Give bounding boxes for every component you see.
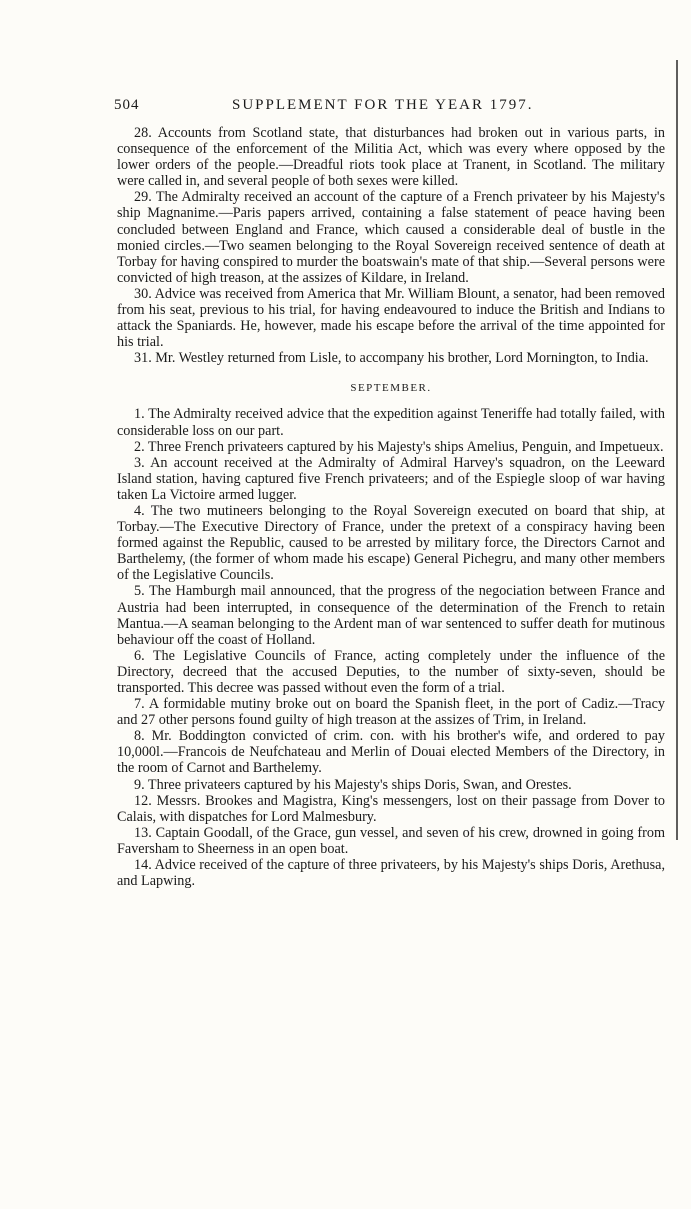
entry-aug-28: 28. Accounts from Scotland state, that disturbances had broken out in various parts, in consequence of the enforcement of the Militia Act, which was every where opposed by the lower orders of the people.—Dreadful riots took place at Tranent, in Scotland. The military were called in, and several people of both sexes were killed. [117,125,665,190]
month-heading-september: SEPTEMBER. [350,382,432,395]
entry-sep-8: 8. Mr. Boddington convicted of crim. con. with his brother's wife, and ordered to pay 10,000l.—Francois de Neufchateau and Merlin of Douai elected Members of the Directory, in the room of Carnot and Barthelemy. [117,728,665,777]
page-number: 504 [114,97,140,113]
entry-sep-13: 13. Captain Goodall, of the Grace, gun vessel, and seven of his crew, drowned in going from Faversham to Sheerness in an open boat. [117,824,665,857]
entry-sep-12: 12. Messrs. Brookes and Magistra, King's messengers, lost on their passage from Dover to Calais, with dispatches for Lord Malmesbury. [117,792,665,825]
page-edge-rule [676,60,678,840]
entry-aug-29: 29. The Admiralty received an account of the capture of a French privateer by his Majesty's ship Magnanime.—Paris papers arrived, containing a false statement of peace having been concluded between England and France, which caused a considerable deal of bustle in the monied circles.—Two seamen belonging to the Royal Sovereign received sentence of death at Torbay for having conspired to murder the boatswain's mate of that ship.—Several persons were convicted of high treason, at the assizes of Kildare, in Ireland. [117,189,665,286]
entry-aug-30: 30. Advice was received from America that Mr. William Blount, a senator, had been removed from his seat, previous to his trial, for having endeavoured to induce the British and Indians to attack the Spaniards. He, however, made his escape before the arrival of the time appointed for his trial. [117,285,665,351]
entry-sep-5: 5. The Hamburgh mail announced, that the progress of the negociation between France and Austria had been interrupted, in consequence of the determination of the French to retain Mantua.—A seaman belonging to the Ardent man of war sentenced to suffer death for mutinous behaviour off the coast of Holland. [117,583,665,648]
entry-sep-14: 14. Advice received of the capture of three privateers, by his Majesty's ships Doris, Arethusa, and Lapwing. [117,857,665,890]
running-head [114,97,666,119]
entry-sep-3: 3. An account received at the Admiralty of Admiral Harvey's squadron, on the Leeward Island station, having captured five French privateers; and of the Espiegle sloop of war having taken La Victoire armed lugger. [117,454,665,503]
running-title: SUPPLEMENT FOR THE YEAR 1797. [232,97,534,113]
body-text [117,125,665,889]
entry-sep-4: 4. The two mutineers belonging to the Royal Sovereign executed on board that ship, at Torbay.—The Executive Directory of France, under the pretext of a conspiracy having been formed against the Republic, caused to be arrested by military force, the Directors Carnot and Barthelemy, (the former of whom made his escape) General Pichegru, and many other members of the Legislative Councils. [117,502,665,584]
entry-sep-6: 6. The Legislative Councils of France, acting completely under the influence of the Directory, decreed that the accused Deputies, to the number of sixty-seven, should be transported. This decree was passed without even the form of a trial. [117,647,665,696]
entry-sep-1: 1. The Admiralty received advice that the expedition against Teneriffe had totally failed, with considerable loss on our part. [117,406,665,439]
entry-aug-31: 31. Mr. Westley returned from Lisle, to accompany his brother, Lord Mornington, to India. [134,350,649,367]
entry-sep-9: 9. Three privateers captured by his Majesty's ships Doris, Swan, and Orestes. [134,776,572,793]
entry-sep-2: 2. Three French privateers captured by his Majesty's ships Amelius, Penguin, and Impetueux. [134,438,664,455]
entry-sep-7: 7. A formidable mutiny broke out on board the Spanish fleet, in the port of Cadiz.—Tracy and 27 other persons found guilty of high treason at the assizes of Trim, in Ireland. [117,696,665,729]
